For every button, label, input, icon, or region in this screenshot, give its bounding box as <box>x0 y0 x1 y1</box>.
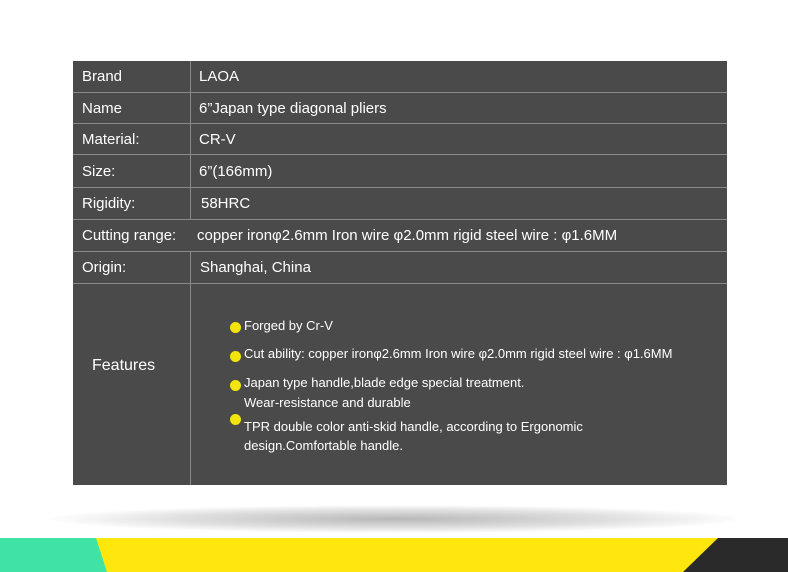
spec-label: Origin: <box>82 259 127 276</box>
spec-label: Brand <box>82 68 123 85</box>
spec-label: Material: <box>82 130 140 148</box>
column-divider <box>190 155 191 187</box>
spec-row-origin <box>73 252 727 284</box>
feature-item: Japan type handle,blade edge special treatment. <box>244 375 525 390</box>
spec-row-size <box>73 155 727 188</box>
spec-label: Cutting range: <box>82 227 177 244</box>
feature-item-continued: design.Comfortable handle. <box>244 438 403 453</box>
spec-value: Shanghai, China <box>200 259 311 276</box>
column-divider <box>190 284 191 485</box>
bullet-icon <box>230 380 241 391</box>
column-divider <box>190 61 191 92</box>
spec-row-brand <box>73 61 727 93</box>
column-divider <box>190 93 191 123</box>
spec-value: 6”(166mm) <box>199 162 273 180</box>
spec-table <box>73 61 727 485</box>
spec-label: Name <box>82 99 123 117</box>
spec-value: CR-V <box>199 130 236 148</box>
feature-item: Cut ability: copper ironφ2.6mm Iron wire φ2.0mm rigid steel wire : φ1.6MM <box>244 346 673 361</box>
bullet-icon <box>230 414 241 425</box>
feature-item: Forged by Cr-V <box>244 318 333 333</box>
spec-row-material <box>73 124 727 155</box>
features-label: Features <box>92 357 156 374</box>
spec-row-rigidity <box>73 188 727 220</box>
spec-row-cutting-range <box>73 220 727 252</box>
column-divider <box>190 124 191 154</box>
spec-value: 6”Japan type diagonal pliers <box>199 99 387 117</box>
spec-value: LAOA <box>199 68 240 85</box>
bullet-icon <box>230 351 241 362</box>
spec-value: 58HRC <box>201 195 251 212</box>
column-divider <box>190 252 191 283</box>
footer-band <box>0 538 788 572</box>
spec-label: Rigidity: <box>82 195 136 212</box>
column-divider <box>190 188 191 219</box>
table-shadow <box>50 505 740 533</box>
spec-value: copper ironφ2.6mm Iron wire φ2.0mm rigid steel wire : φ1.6MM <box>197 227 618 244</box>
feature-item-continued: Wear-resistance and durable <box>244 395 411 410</box>
footer-yellow-stripe <box>0 538 788 572</box>
footer-green-stripe <box>0 538 107 572</box>
bullet-icon <box>230 322 241 333</box>
feature-item: TPR double color anti-skid handle, according to Ergonomic <box>244 419 583 434</box>
spec-row-name <box>73 93 727 124</box>
spec-label: Size: <box>82 162 116 180</box>
